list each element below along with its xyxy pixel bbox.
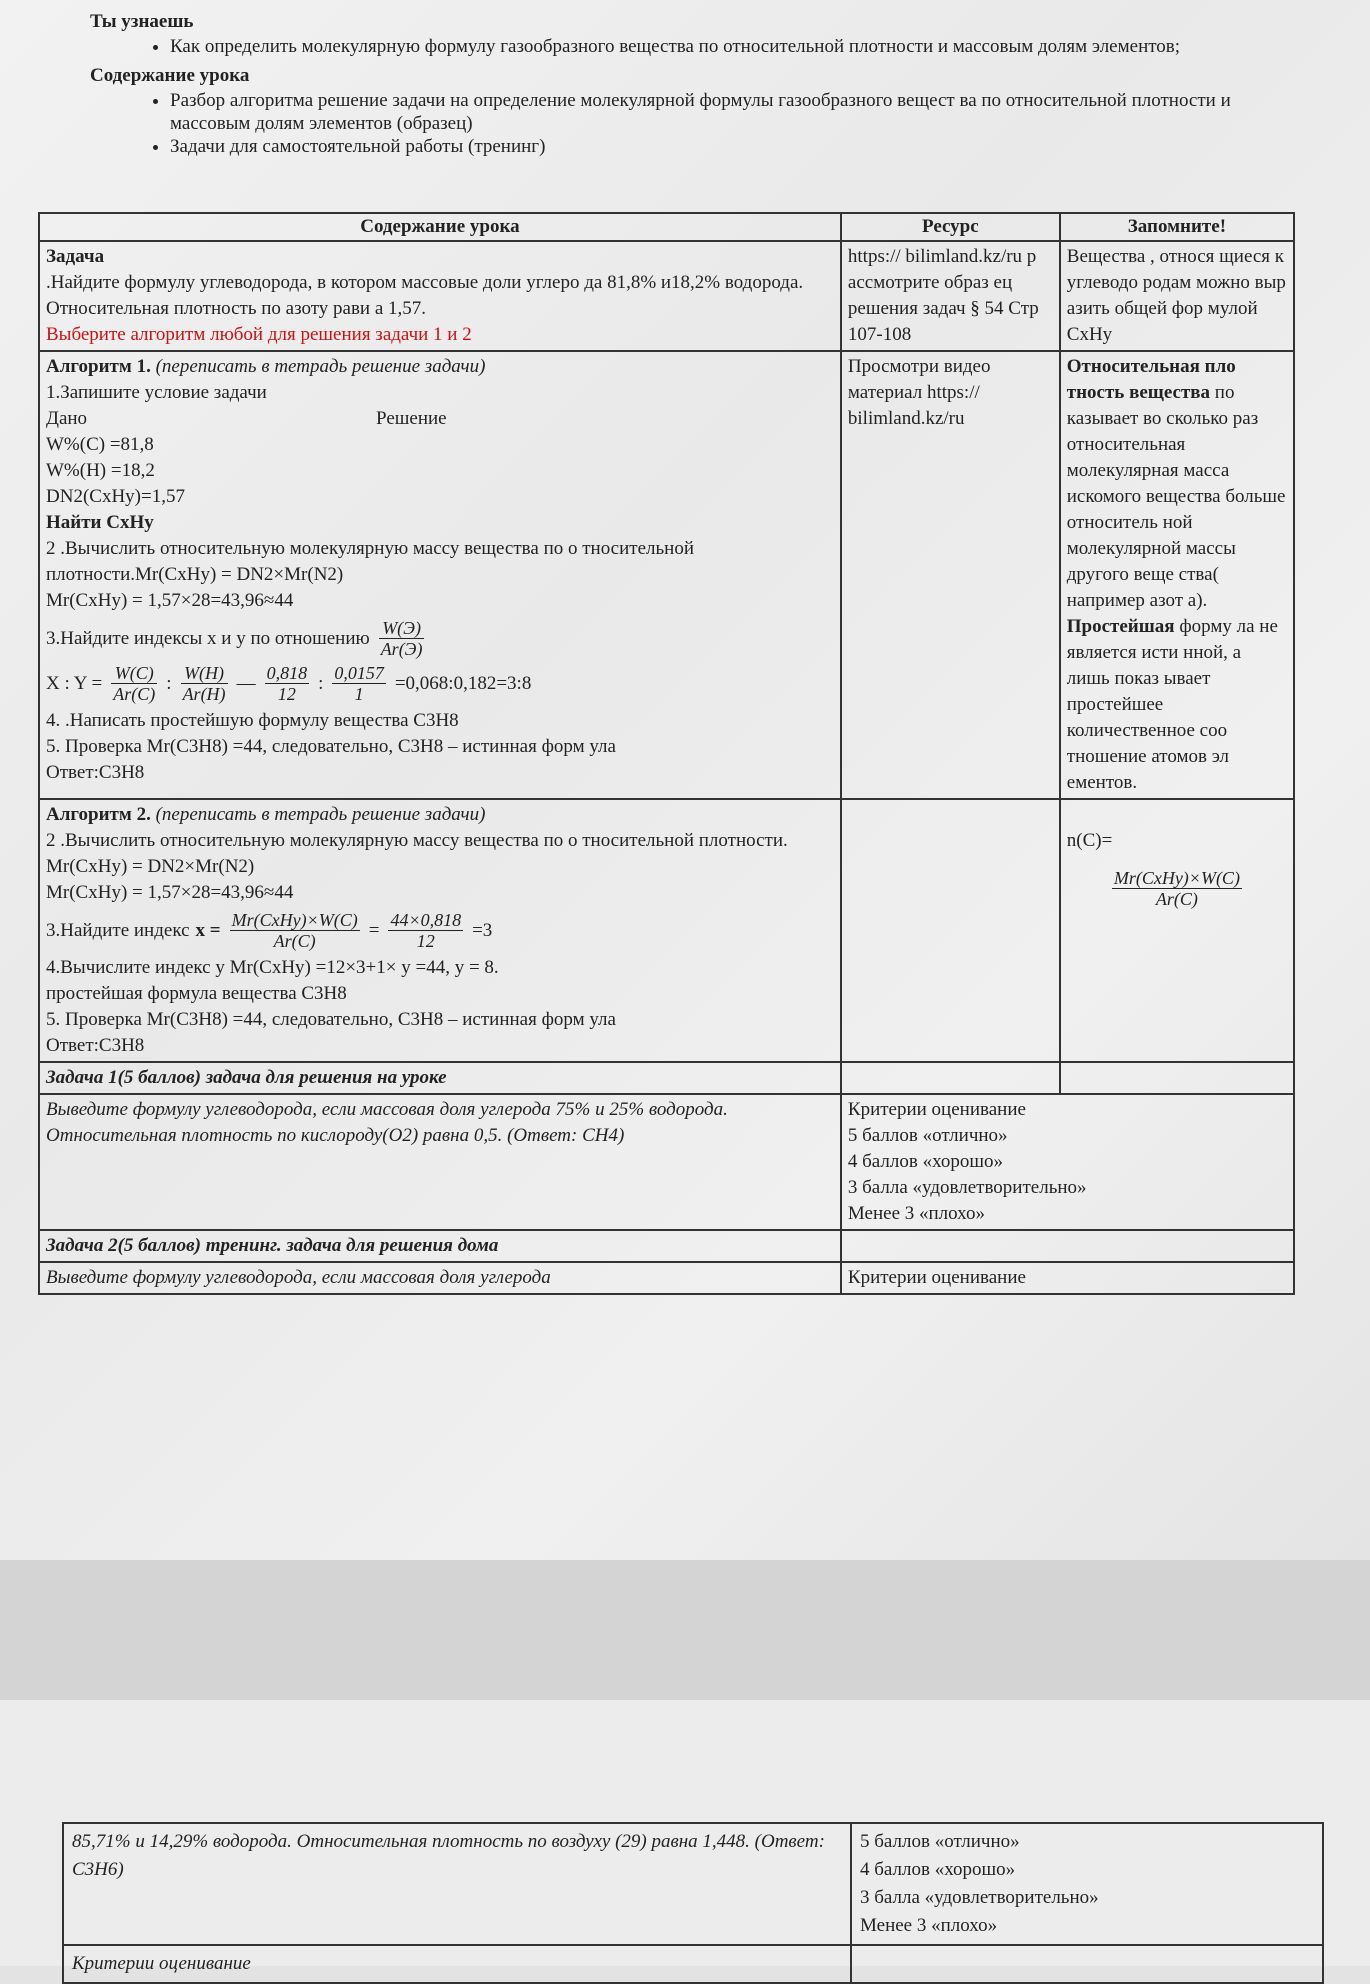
lesson-table [38,212,1295,1295]
alg1-title: Алгоритм 1. [46,356,151,377]
choose-algorithm: Выберите алгоритм любой для решения задачи 1 и 2 [46,324,472,345]
content-item: • Разбор алгоритма решение задачи на определение молекулярной формулы газообразного вещест ва по относительной плотности и массовым долям элементов (образец) [170,89,1300,135]
remember-n: n(C)= [1066,830,1113,851]
page2-table [62,1822,1324,1984]
fraction-wc: $\frac{W(C)}{Ar(C)}$ [113,663,156,704]
algorithm2-row [39,799,1294,1062]
page2-row [63,1823,1323,1945]
ratio-result: =0,068:0,182=3:8 [394,672,532,694]
remember-fraction: $\frac{\text{Mr(CxHy)×W(C)}}{Ar(C)}$ [1113,868,1240,909]
fraction-h-value: $\frac{0,0157}{1}$ [334,663,384,704]
remember-title: Относительная пло тность вещества [1066,356,1236,403]
alg1-step5: 5. Проверка Mr(C3H8) =44, следовательно, C3H8 – истинная форм ула [46,736,616,757]
task2-row [39,1262,1294,1294]
remember-text: по казывает во сколько раз относительная молекулярная масса искомого вещества больше относитель ной молекулярной массы другого веще ства( например азот а). [1066,382,1286,611]
lesson-intro [90,10,1300,164]
criteria-item: Менее 3 «плохо» [847,1203,985,1224]
given-label: Дано [46,408,88,429]
criteria-item: 3 балла «удовлетворительно» [847,1177,1087,1198]
learn-heading: Ты узнаешь [90,11,194,32]
header-resource: Ресурс [841,213,1060,241]
criteria-item: Менее 3 «плохо» [860,1915,998,1936]
alg2-step2: 2 .Вычислить относительную молекулярную массу вещества по о тносительной плотности. Mr(CxHy) = DN2×Mr(N2) [46,830,788,877]
equals-sign: = [368,919,380,941]
alg1-step2: 2 .Вычислить относительную молекулярную массу вещества по о тносительной плотности.Mr(CxHy) = DN2×Mr(N2) [46,538,694,585]
fraction-c-value: $\frac{0,818}{12}$ [266,663,308,704]
ratio-prefix: X : Y = [46,672,103,694]
alg2-note: (переписать в тетрадь решение задачи) [155,804,486,825]
header-content: Содержание урока [39,213,841,241]
alg1-step4: 4. .Написать простейшую формулу вещества C3H8 [46,710,459,731]
fraction-wh: $\frac{W(H)}{Ar(H)}$ [182,663,226,704]
task1-title-row [39,1062,1294,1094]
fraction-x-value: $\frac{44\times 0,818}{12}$ [390,910,462,951]
page-gap [0,1560,1370,1700]
alg2-step4: 4.Вычислите индекс y Mr(CxHy) =12×3+1× y =44, y = 8. [46,957,499,978]
criteria-item: 3 балла «удовлетворительно» [860,1887,1099,1908]
alg2-remember [1060,799,1294,1062]
task2-text: Выведите формулу углеводорода, если массовая доля углерода [39,1262,841,1294]
page2-criteria [851,1823,1323,1945]
given-wc: W%(C) =81,8 [46,434,154,455]
given-density: DN2(CxHy)=1,57 [46,486,185,507]
task2-criteria-title: Критерии оценивание [841,1262,1294,1294]
learn-list [90,35,1300,58]
alg1-mr: Mr(CxHy) = 1,57×28=43,96≈44 [46,590,294,611]
x-eq: x = [195,919,221,941]
alg2-simple: простейшая формула вещества C3H8 [46,983,347,1004]
x-result: =3 [472,919,493,941]
alg2-step3: 3.Найдите индекс [46,919,190,941]
alg1-step3: 3.Найдите индексы x и y по отношению [46,627,370,649]
criteria-item: 4 баллов «хорошо» [847,1151,1003,1172]
solution-label: Решение [376,408,447,429]
alg2-step5: 5. Проверка Mr(C3H8) =44, следовательно, C3H8 – истинная форм ула [46,1009,616,1030]
alg1-note: (переписать в тетрадь решение задачи) [155,356,486,377]
task-cell [39,241,841,351]
alg2-answer: Ответ:C3H8 [46,1035,145,1056]
header-remember: Запомните! [1060,213,1294,241]
fraction-w-ar: $\frac{W(Э)}{Ar(Э)}$ [380,618,423,659]
criteria-item: 5 баллов «отлично» [860,1831,1020,1852]
task1-text: Выведите формулу углеводорода, если массовая доля углерода 75% и 25% водорода. Относительная плотность по кислороду(O2) равна 0,5. (Ответ: CH4) [39,1094,841,1230]
alg1-step1: 1.Запишите условие задачи [46,382,267,403]
alg1-answer: Ответ:C3H8 [46,762,145,783]
task-row [39,241,1294,351]
content-list [90,89,1300,158]
task-title: Задача [46,246,105,267]
content-heading: Содержание урока [90,65,250,86]
criteria-item: 4 баллов «хорошо» [860,1859,1016,1880]
task2-title: Задача 2(5 баллов) тренинг. задача для решения дома [39,1230,841,1262]
task1-criteria [841,1094,1294,1230]
learn-item: • Как определить молекулярную формулу газообразного вещества по относительной плотности и массовым долям элементов; [170,35,1300,58]
alg2-resource [841,799,1060,1062]
criteria-title: Критерии оценивание [847,1099,1026,1120]
task-resource: https:// bilimland.kz/ru р ассмотрите образ ец решения задач § 54 Стр 107-108 [841,241,1060,351]
algorithm1-row [39,351,1294,799]
page2-criteria-title: Критерии оценивание [63,1945,851,1983]
task-remember: Вещества , относя щиеся к углеводо родам можно выр азить общей фор мулой CxHy [1060,241,1294,351]
table-header-row [39,213,1294,241]
alg2-title: Алгоритм 2. [46,804,151,825]
task1-row [39,1094,1294,1230]
criteria-item: 5 баллов «отлично» [847,1125,1008,1146]
remember-title2: Простейшая [1066,616,1175,637]
alg1-resource: Просмотри видео материал https:// bilimland.kz/ru [841,351,1060,799]
task-text: .Найдите формулу углеводорода, в котором массовые доли углеро да 81,8% и18,2% водорода. Относительная плотность по азоту рави а 1,57. [46,272,804,319]
fraction-x-formula: $\frac{\text{Mr(CxHy)×W(C)}}{Ar(C)}$ [231,910,358,951]
content-item: • Задачи для самостоятельной работы (тренинг) [170,135,1300,158]
task1-title: Задача 1(5 баллов) задача для решения на уроке [39,1062,841,1094]
task2-title-row [39,1230,1294,1262]
page2-row2 [63,1945,1323,1983]
algorithm2-cell [39,799,841,1062]
algorithm1-cell: Алгоритм 1. (переписать в тетрадь решение задачи) 1.Запишите условие задачи Дано Решение W%(C) =81,8 W%(H) =18,2 DN2(CxHy)=1,57 Найти CxHy 2 .Вычислить относительную молекулярную массу вещества по о тносительной плотности.Mr(CxHy) = DN2×Mr(N2) Mr(CxHy) = 1,57×28=43,96≈44 3.Найдите индексы x и y по отношению $\frac{W(Э)}{Ar(Э)}$ X : Y = $\frac{W(C)}{Ar(C)}$ : $\frac{W(H)}{Ar(H)}$ — $\frac{0,818}{12}$ : $\frac{0,0157}{1}$ =0,068:0,182=3:8 4. .Написать простейшую формулу вещества C3H8 5. Проверка Mr(C3H8) =44, следовательно, C3H8 – истинная форм ула Ответ:C3H8 [39,351,841,799]
find-formula: Найти CxHy [46,512,154,533]
alg2-mr: Mr(CxHy) = 1,57×28=43,96≈44 [46,882,294,903]
page2-task-text: 85,71% и 14,29% водорода. Относительная плотность по воздуху (29) равна 1,448. (Ответ: C3H6) [63,1823,851,1945]
alg1-remember [1060,351,1294,799]
remember-text2: форму ла не является исти нной, а лишь показ ывает простейшее количественное соо тношение атомов эл ементов. [1066,616,1278,793]
given-wh: W%(H) =18,2 [46,460,155,481]
